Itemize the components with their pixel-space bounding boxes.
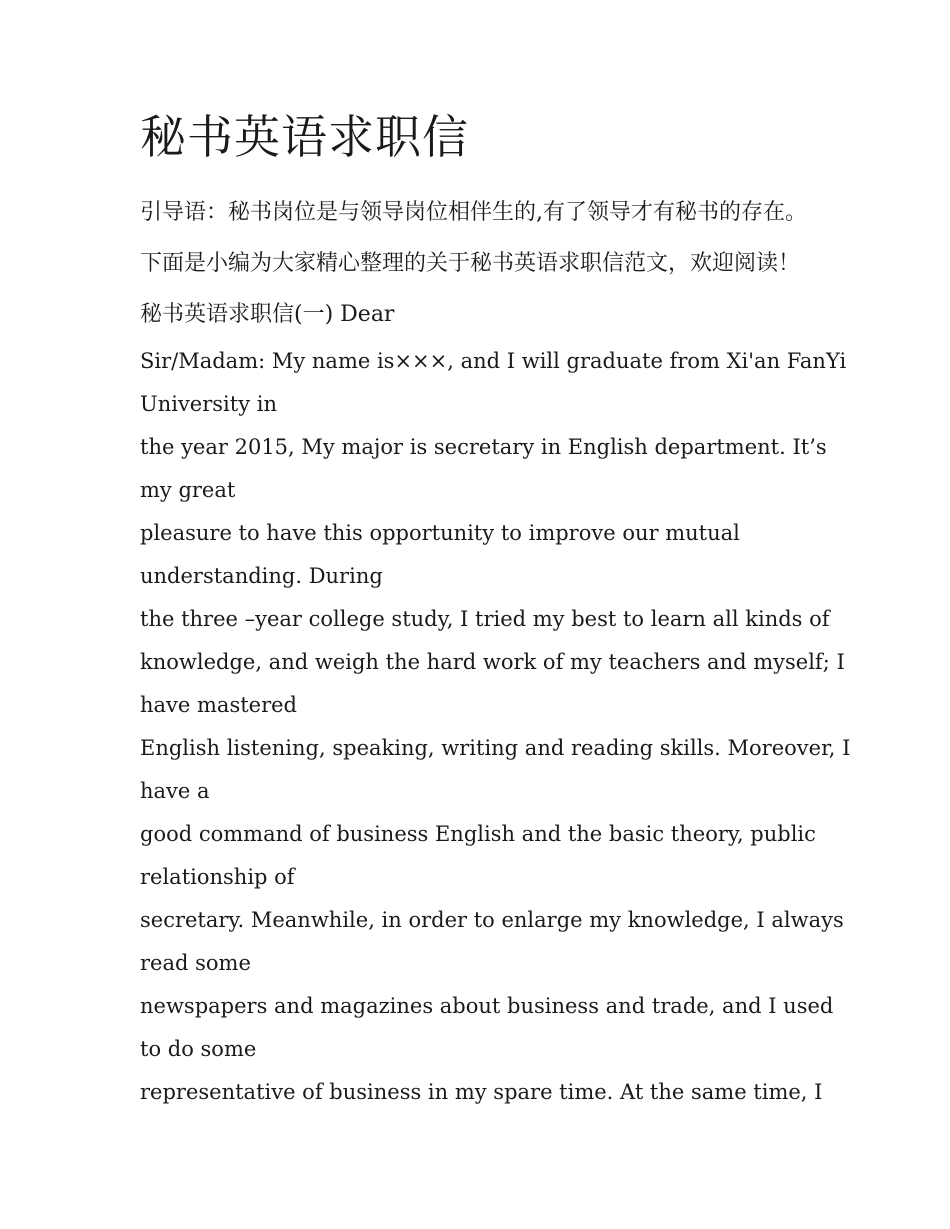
text-line: secretary. Meanwhile, in order to enlarge my knowledge, I always [140, 908, 844, 933]
text-line: have mastered [140, 693, 297, 718]
text-line: English listening, speaking, writing and reading skills. Moreover, I [140, 736, 851, 761]
text-line: Sir/Madam: My name is×××, and I will graduate from Xi'an FanYi [140, 349, 847, 374]
text-line: good command of business English and the basic theory, public [140, 822, 816, 847]
text-line: to do some [140, 1037, 257, 1062]
text-line: my great [140, 478, 236, 503]
text-line: the three –year college study, I tried my best to learn all kinds of [140, 607, 830, 632]
text-line: read some [140, 951, 251, 976]
text-line: understanding. During [140, 564, 383, 589]
text-line: the year 2015, My major is secretary in English department. It’s [140, 435, 827, 460]
text-line: newspapers and magazines about business and trade, and I used [140, 994, 834, 1019]
text-line: University in [140, 392, 277, 417]
text-line: knowledge, and weigh the hard work of my teachers and myself; I [140, 650, 845, 675]
document-page [140, 110, 851, 1114]
intro-paragraph: 引导语：秘书岗位是与领导岗位相伴生的,有了领导才有秘书的存在。下面是小编为大家精心整理的关于秘书英语求职信范文，欢迎阅读！ 秘书英语求职信(一) Dear [140, 200, 807, 328]
text-line: have a [140, 779, 210, 804]
letter-body [140, 340, 851, 1114]
text-line: pleasure to have this opportunity to improve our mutual [140, 521, 740, 546]
document-title: 秘书英语求职信 [140, 110, 469, 164]
text-line: representative of business in my spare time. At the same time, I [140, 1080, 823, 1105]
text-line: relationship of [140, 865, 295, 890]
